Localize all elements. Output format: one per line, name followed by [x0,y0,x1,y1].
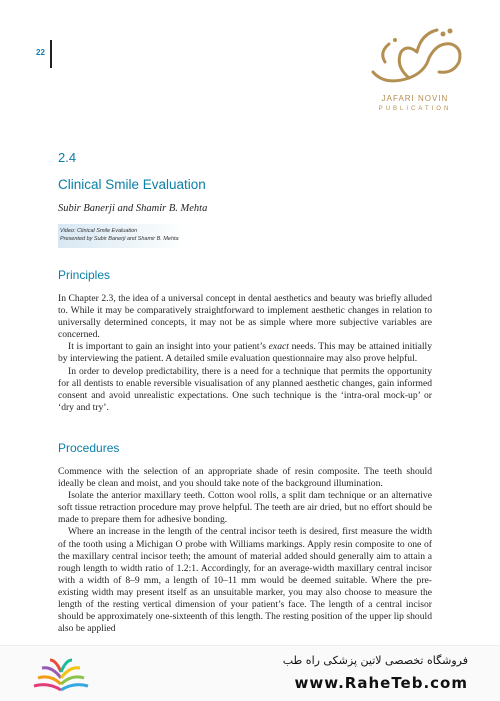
procedures-paragraph-1: Commence with the selection of an appropriate shade of resin composite. The teeth should ideally be clean and moist, and you should take note of the background illumination. [58,466,432,490]
principles-paragraph-2-start: It is important to gain an insight into your patient’s [68,341,269,353]
procedures-paragraph-3: Where an increase in the length of the central incisor teeth is desired, first measure the width of the tooth using a Michigan O probe with Williams markings. Apply resin composite to one of the maxillary central incisor teeth; the amount of material added should generally aim to attain a rough length to width ratio of 1.2:1. Accordingly, for an average-width maxillary central incisor with a width of 8–9 mm, a length of 10–11 mm would be deemed suitable. Where the pre-existing width may present itself as an unsuitable marker, you may also choose to measure the length of the resting vertical dimension of your patient’s face. The length of a central incisor should be approximately one-sixteenth of this length. The resting position of the upper lip should also be applied [58,526,432,635]
principles-paragraph-2 [58,341,432,365]
footer-banner [0,645,500,701]
principles-paragraph-2-end: needs. This may be attained initially by interviewing the patient. A detailed smile evaluation questionnaire may also prove helpful. [58,341,432,365]
video-presenters: Presented by Subir Banerji and Shamir B. Mehta [60,236,179,242]
video-box[interactable] [58,224,188,248]
logo-brand: JAFARI NOVIN [381,94,449,103]
page-number: 22 [36,48,45,57]
principles-paragraph-1: In Chapter 2.3, the idea of a universal concept in dental aesthetics and beauty was briefly alluded to. While it may be comparatively straightforward to implement aesthetic changes in relation to universally determined concepts, it may not be as simple where more subjective variables are concerned. [58,293,432,341]
principles-paragraph-3: In order to develop predictability, there is a need for a technique that permits the opportunity for all dentists to enable reversible visualisation of any planned aesthetic changes, gain informed consent and avoid unrealistic expectations. One such technique is the ‘intra-oral mock-up’ or ‘dry and try’. [58,365,432,413]
page-number-rule [50,40,52,68]
section-number: 2.4 [58,150,77,165]
procedures-body [58,466,432,635]
video-title: Video: Clinical Smile Evaluation [60,228,138,234]
principles-heading: Principles [58,268,111,282]
footer-url[interactable]: www.RaheTeb.com [294,674,468,692]
publisher-logo [355,22,475,127]
calligraphy-logo-icon [355,22,475,94]
emphasis-exact: exact [268,341,289,353]
open-book-icon [30,652,92,696]
section-title: Clinical Smile Evaluation [58,177,206,192]
procedures-paragraph-2: Isolate the anterior maxillary teeth. Cotton wool rolls, a split dam technique or an alternative soft tissue retraction procedure may prove helpful. The teeth are air dried, but no effort should be made to prepare them for adhesive bonding. [58,490,432,526]
procedures-heading: Procedures [58,441,120,455]
footer-shop-name: فروشگاه تخصصی لاتین پزشکی راه طب [282,654,468,667]
logo-subtitle: PUBLICATION [378,106,452,112]
authors: Subir Banerji and Shamir B. Mehta [58,203,208,214]
principles-body [58,293,432,414]
